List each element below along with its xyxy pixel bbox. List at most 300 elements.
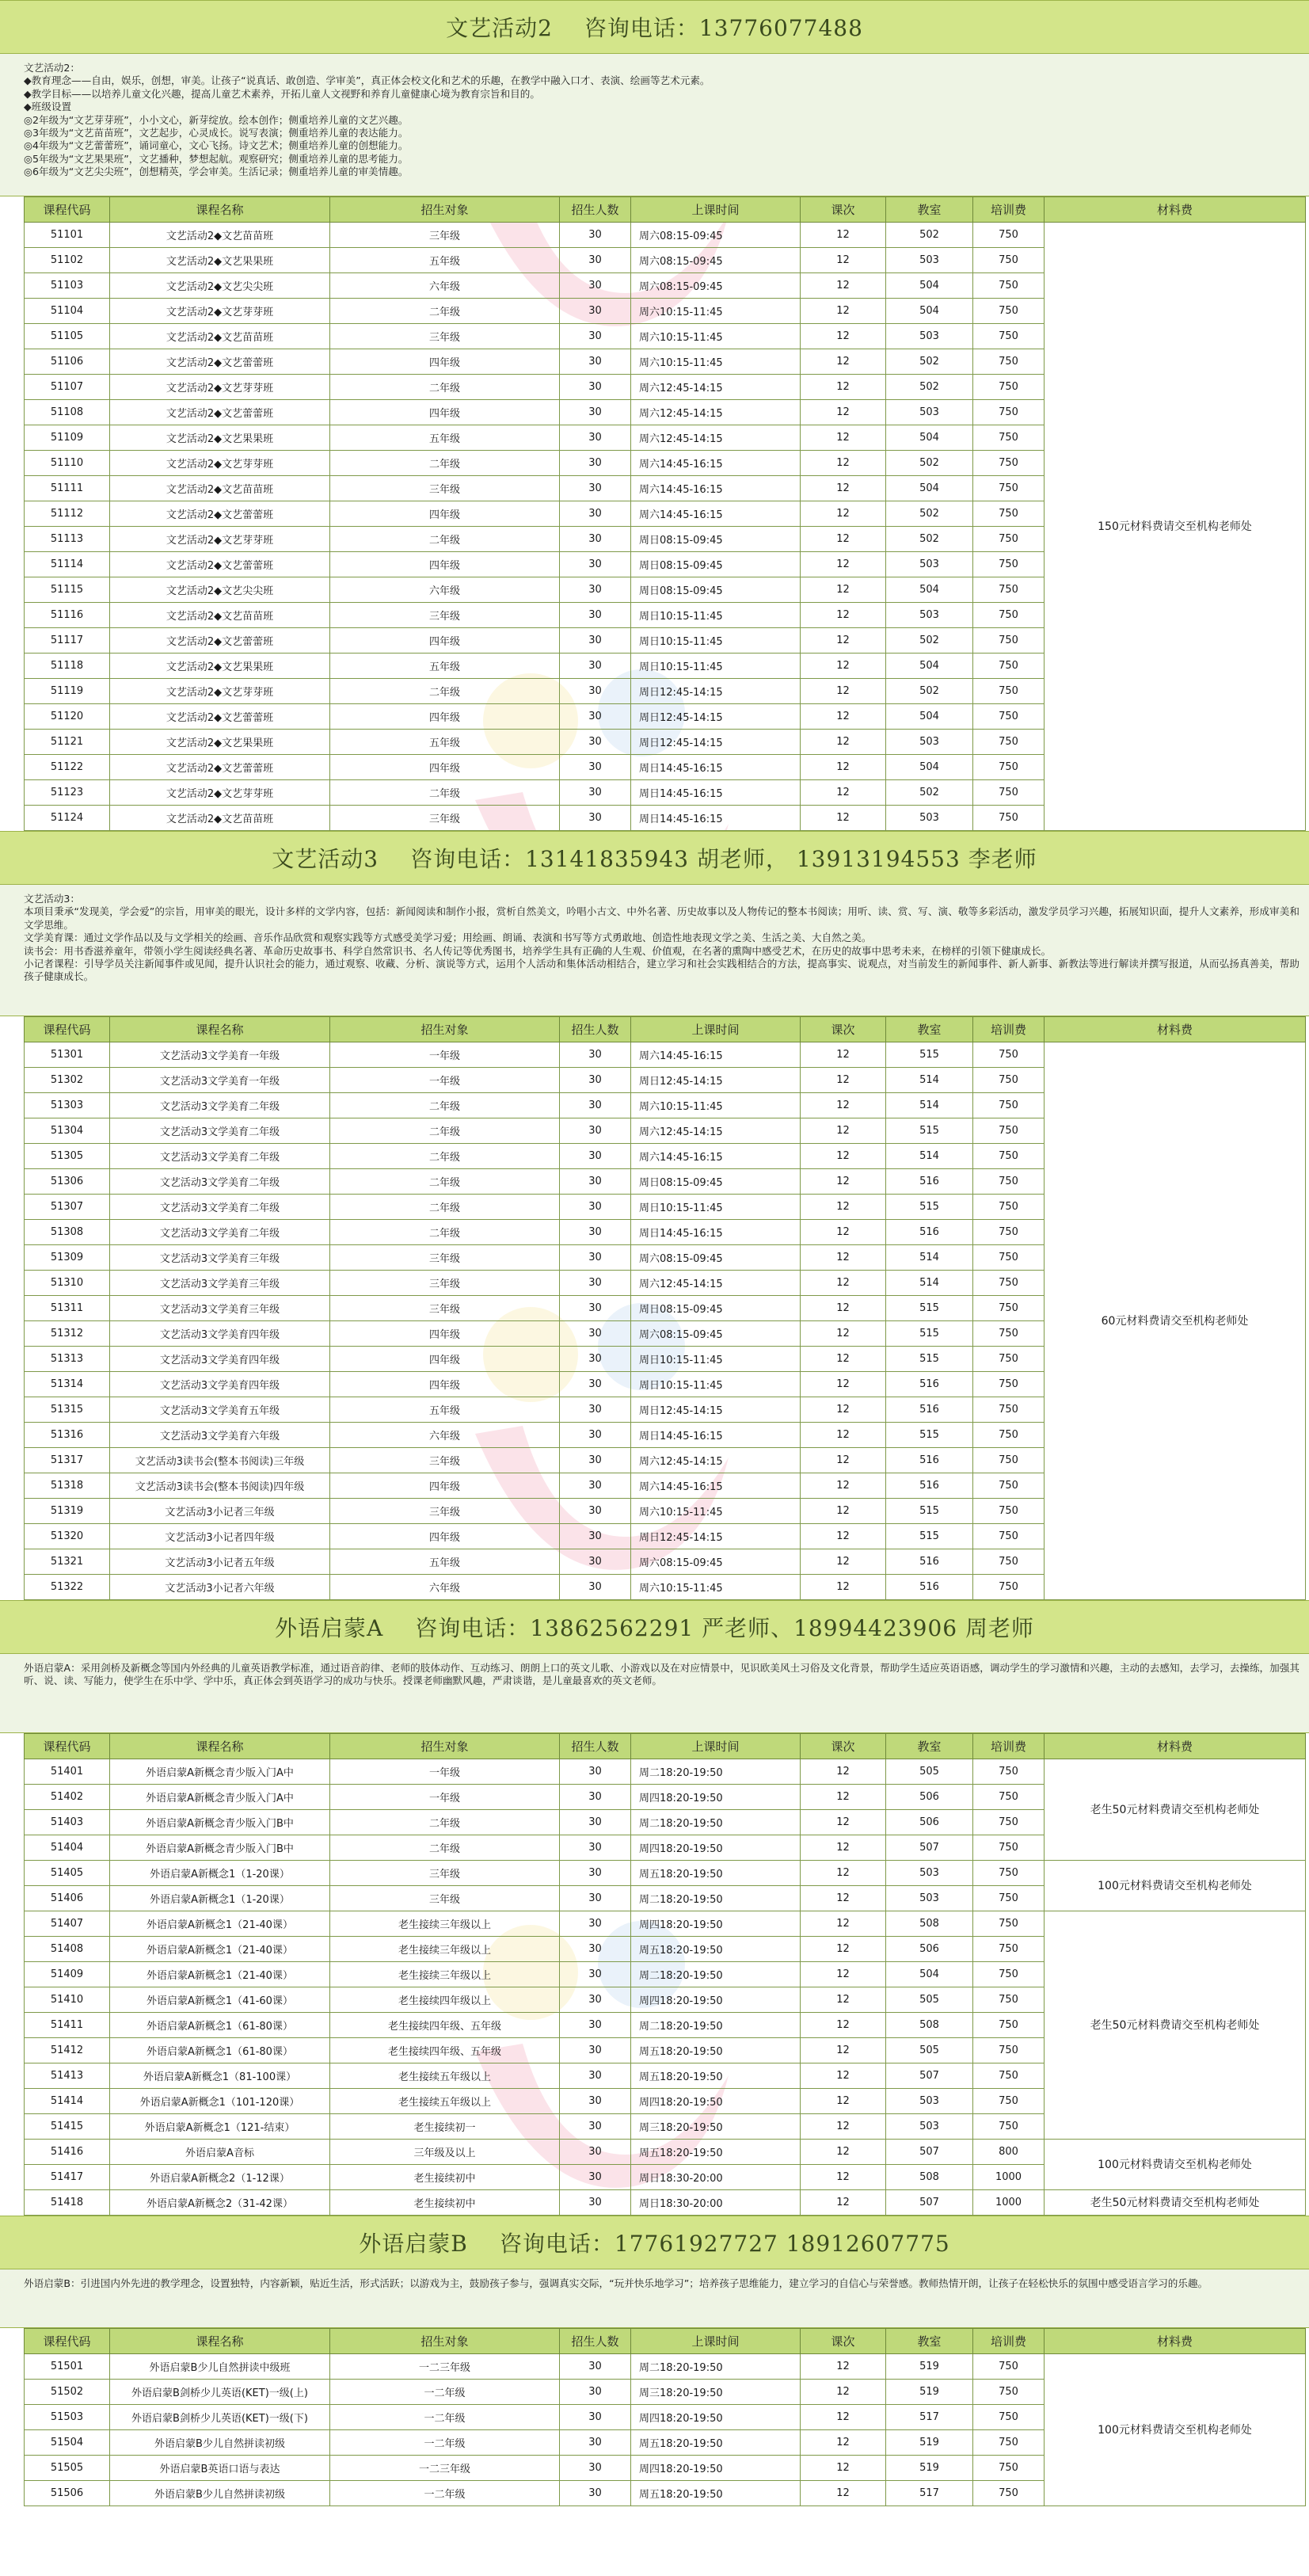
column-header: 教室 xyxy=(886,1017,973,1042)
target-grade: 老生接续四年级以上 xyxy=(330,1987,560,2013)
course-name: 外语启蒙A新概念1（61-80课） xyxy=(110,2013,330,2038)
target-grade: 二年级 xyxy=(330,375,560,400)
sessions: 12 xyxy=(801,704,886,730)
course-code: 51314 xyxy=(25,1372,110,1397)
classroom: 507 xyxy=(886,2063,973,2089)
section-title: 外语启蒙A xyxy=(275,1615,384,1641)
sessions: 12 xyxy=(801,1448,886,1473)
tuition: 750 xyxy=(973,1397,1045,1423)
sessions: 12 xyxy=(801,2038,886,2063)
course-code: 51303 xyxy=(25,1093,110,1118)
enrollment: 30 xyxy=(560,2089,631,2114)
course-code: 51110 xyxy=(25,451,110,476)
section-title: 文艺活动2 xyxy=(446,15,553,41)
enrollment: 30 xyxy=(560,1785,631,1810)
course-code: 51306 xyxy=(25,1169,110,1195)
tuition: 750 xyxy=(973,501,1045,527)
description-line: 读书会：用书香滋养童年，带领小学生阅读经典名著、革命历史故事书、科学自然常识书、名人传记等优秀图书，培养学生具有正确的人生观、价值观，在名著的熏陶中感受艺术，在历史的故事中思考未来，在榜样的引领下健康成长。 xyxy=(24,944,1052,957)
course-name: 外语启蒙A音标 xyxy=(110,2140,330,2165)
course-name: 文艺活动2◆文艺尖尖班 xyxy=(110,577,330,603)
classroom: 504 xyxy=(886,755,973,780)
sessions: 12 xyxy=(801,1524,886,1549)
class-time: 周日10:15-11:45 xyxy=(631,1195,801,1220)
course-code: 51302 xyxy=(25,1068,110,1093)
enrollment: 30 xyxy=(560,603,631,628)
course-name: 外语启蒙B英语口语与表达 xyxy=(110,2456,330,2481)
target-grade: 一二三年级 xyxy=(330,2456,560,2481)
course-name: 文艺活动2◆文艺苗苗班 xyxy=(110,806,330,831)
course-name: 文艺活动3文学美育三年级 xyxy=(110,1245,330,1271)
class-time: 周日12:45-14:15 xyxy=(631,1068,801,1093)
target-grade: 一二年级 xyxy=(330,2405,560,2430)
course-code: 51502 xyxy=(25,2380,110,2405)
class-time: 周日18:30-20:00 xyxy=(631,2165,801,2190)
course-code: 51411 xyxy=(25,2013,110,2038)
column-header: 招生人数 xyxy=(560,197,631,223)
course-name: 文艺活动2◆文艺芽芽班 xyxy=(110,451,330,476)
enrollment: 30 xyxy=(560,1911,631,1937)
column-header: 培训费 xyxy=(973,2329,1045,2354)
description-line: ◎6年级为“文艺尖尖班”，创想精英，学会审美。生活记录；侧重培养儿童的审美情趣。 xyxy=(24,166,409,178)
enrollment: 30 xyxy=(560,1886,631,1911)
target-grade: 五年级 xyxy=(330,1549,560,1575)
column-header: 教室 xyxy=(886,1734,973,1759)
course-code: 51105 xyxy=(25,324,110,349)
tuition: 1000 xyxy=(973,2165,1045,2190)
enrollment: 30 xyxy=(560,2354,631,2380)
enrollment: 30 xyxy=(560,1093,631,1118)
target-grade: 二年级 xyxy=(330,1835,560,1861)
material-fee: 100元材料费请交至机构老师处 xyxy=(1045,2140,1306,2190)
section-sA xyxy=(0,1600,1309,2216)
course-code: 51108 xyxy=(25,400,110,425)
sessions: 12 xyxy=(801,654,886,679)
sessions: 12 xyxy=(801,628,886,654)
sessions: 12 xyxy=(801,1144,886,1169)
tuition: 750 xyxy=(973,375,1045,400)
class-time: 周五18:20-19:50 xyxy=(631,1937,801,1962)
column-header: 课程代码 xyxy=(25,1017,110,1042)
sessions: 12 xyxy=(801,223,886,248)
course-code: 51119 xyxy=(25,679,110,704)
course-code: 51115 xyxy=(25,577,110,603)
column-header: 招生人数 xyxy=(560,1734,631,1759)
column-header: 课程代码 xyxy=(25,2329,110,2354)
enrollment: 30 xyxy=(560,755,631,780)
course-code: 51318 xyxy=(25,1473,110,1499)
course-code: 51412 xyxy=(25,2038,110,2063)
course-code: 51321 xyxy=(25,1549,110,1575)
classroom: 516 xyxy=(886,1220,973,1245)
enrollment: 30 xyxy=(560,1524,631,1549)
column-header: 上课时间 xyxy=(631,1734,801,1759)
section-title: 文艺活动3 xyxy=(272,846,379,872)
course-name: 文艺活动3文学美育四年级 xyxy=(110,1321,330,1347)
class-time: 周二18:20-19:50 xyxy=(631,1810,801,1835)
enrollment: 30 xyxy=(560,2190,631,2216)
course-name: 外语启蒙B少儿自然拼读初级 xyxy=(110,2481,330,2506)
tuition: 750 xyxy=(973,2456,1045,2481)
class-time: 周六10:15-11:45 xyxy=(631,1093,801,1118)
course-name: 外语启蒙B少儿自然拼读中级班 xyxy=(110,2354,330,2380)
class-time: 周六08:15-09:45 xyxy=(631,1549,801,1575)
description-line: 文艺活动3： xyxy=(24,893,80,905)
enrollment: 30 xyxy=(560,1296,631,1321)
sessions: 12 xyxy=(801,1195,886,1220)
sessions: 12 xyxy=(801,501,886,527)
classroom: 519 xyxy=(886,2354,973,2380)
course-name: 文艺活动2◆文艺果果班 xyxy=(110,425,330,451)
column-header: 招生对象 xyxy=(330,1017,560,1042)
course-code: 51417 xyxy=(25,2165,110,2190)
target-grade: 一二年级 xyxy=(330,2481,560,2506)
class-time: 周六12:45-14:15 xyxy=(631,425,801,451)
tuition: 1000 xyxy=(973,2190,1045,2216)
enrollment: 30 xyxy=(560,2140,631,2165)
tuition: 750 xyxy=(973,1423,1045,1448)
target-grade: 一年级 xyxy=(330,1759,560,1785)
enrollment: 30 xyxy=(560,1575,631,1600)
sessions: 12 xyxy=(801,1937,886,1962)
tuition: 750 xyxy=(973,1810,1045,1835)
tuition: 750 xyxy=(973,603,1045,628)
sessions: 12 xyxy=(801,2456,886,2481)
sessions: 12 xyxy=(801,2140,886,2165)
class-time: 周六08:15-09:45 xyxy=(631,248,801,273)
header-row xyxy=(25,2329,1306,2354)
course-name: 外语启蒙A新概念1（21-40课） xyxy=(110,1962,330,1987)
target-grade: 老生接续五年级以上 xyxy=(330,2063,560,2089)
column-header: 招生对象 xyxy=(330,1734,560,1759)
enrollment: 30 xyxy=(560,654,631,679)
course-code: 51319 xyxy=(25,1499,110,1524)
tuition: 750 xyxy=(973,780,1045,806)
table-row xyxy=(25,1759,1306,1785)
target-grade: 老生接续三年级以上 xyxy=(330,1911,560,1937)
classroom: 517 xyxy=(886,2405,973,2430)
description-line: 文学美育课：通过文学作品以及与文学相关的绘画、音乐作品欣赏和观察实践等方式感受美学习爱；用绘画、朗诵、表演和书写等方式勇敢地、创造性地表现文学之美、生活之美、大自然之美。 xyxy=(24,932,872,944)
course-code: 51121 xyxy=(25,730,110,755)
sessions: 12 xyxy=(801,1169,886,1195)
class-time: 周日08:15-09:45 xyxy=(631,527,801,552)
course-code: 51312 xyxy=(25,1321,110,1347)
course-code: 51104 xyxy=(25,299,110,324)
course-name: 文艺活动3文学美育二年级 xyxy=(110,1195,330,1220)
target-grade: 五年级 xyxy=(330,730,560,755)
target-grade: 四年级 xyxy=(330,755,560,780)
tuition: 750 xyxy=(973,1911,1045,1937)
course-code: 51409 xyxy=(25,1962,110,1987)
tuition: 750 xyxy=(973,1835,1045,1861)
class-time: 周日10:15-11:45 xyxy=(631,1347,801,1372)
tuition: 750 xyxy=(973,1169,1045,1195)
tuition: 750 xyxy=(973,1271,1045,1296)
sessions: 12 xyxy=(801,679,886,704)
description-line: ◆班级设置 xyxy=(24,101,72,113)
sessions: 12 xyxy=(801,1372,886,1397)
class-time: 周四18:20-19:50 xyxy=(631,1911,801,1937)
tuition: 750 xyxy=(973,451,1045,476)
tuition: 750 xyxy=(973,806,1045,831)
sessions: 12 xyxy=(801,248,886,273)
classroom: 515 xyxy=(886,1118,973,1144)
class-time: 周六12:45-14:15 xyxy=(631,1448,801,1473)
column-header: 课程代码 xyxy=(25,197,110,223)
section-description xyxy=(0,2269,1309,2328)
classroom: 515 xyxy=(886,1296,973,1321)
target-grade: 三年级 xyxy=(330,806,560,831)
section-banner xyxy=(0,1600,1309,1654)
target-grade: 一年级 xyxy=(330,1042,560,1068)
classroom: 504 xyxy=(886,1962,973,1987)
enrollment: 30 xyxy=(560,223,631,248)
course-code: 51305 xyxy=(25,1144,110,1169)
sessions: 12 xyxy=(801,1549,886,1575)
tuition: 750 xyxy=(973,273,1045,299)
course-name: 外语启蒙B剑桥少儿英语(KET)一级(上) xyxy=(110,2380,330,2405)
enrollment: 30 xyxy=(560,1271,631,1296)
tuition: 750 xyxy=(973,2405,1045,2430)
enrollment: 30 xyxy=(560,1321,631,1347)
class-time: 周六14:45-16:15 xyxy=(631,501,801,527)
class-time: 周六10:15-11:45 xyxy=(631,349,801,375)
course-code: 51505 xyxy=(25,2456,110,2481)
classroom: 514 xyxy=(886,1144,973,1169)
course-name: 文艺活动2◆文艺蕾蕾班 xyxy=(110,349,330,375)
classroom: 515 xyxy=(886,1524,973,1549)
course-code: 51103 xyxy=(25,273,110,299)
course-name: 文艺活动2◆文艺蕾蕾班 xyxy=(110,501,330,527)
enrollment: 30 xyxy=(560,400,631,425)
target-grade: 二年级 xyxy=(330,1195,560,1220)
target-grade: 二年级 xyxy=(330,527,560,552)
description-line: ◎2年级为“文艺芽芽班”，小小文心，新芽绽放。绘本创作；侧重培养儿童的文艺兴趣。 xyxy=(24,113,409,126)
course-name: 外语启蒙A新概念1（121-结束） xyxy=(110,2114,330,2140)
course-code: 51106 xyxy=(25,349,110,375)
sessions: 12 xyxy=(801,1987,886,2013)
classroom: 503 xyxy=(886,324,973,349)
target-grade: 三年级 xyxy=(330,1245,560,1271)
target-grade: 四年级 xyxy=(330,552,560,577)
enrollment: 30 xyxy=(560,248,631,273)
classroom: 503 xyxy=(886,248,973,273)
tuition: 750 xyxy=(973,755,1045,780)
enrollment: 30 xyxy=(560,527,631,552)
course-name: 外语启蒙A新概念1（61-80课） xyxy=(110,2038,330,2063)
classroom: 515 xyxy=(886,1499,973,1524)
course-name: 文艺活动2◆文艺蕾蕾班 xyxy=(110,552,330,577)
class-time: 周四18:20-19:50 xyxy=(631,1835,801,1861)
class-time: 周六14:45-16:15 xyxy=(631,476,801,501)
course-code: 51317 xyxy=(25,1448,110,1473)
table-header xyxy=(25,1017,1306,1042)
course-name: 文艺活动2◆文艺苗苗班 xyxy=(110,476,330,501)
header-row xyxy=(25,1017,1306,1042)
tuition: 750 xyxy=(973,679,1045,704)
enrollment: 30 xyxy=(560,349,631,375)
enrollment: 30 xyxy=(560,1448,631,1473)
enrollment: 30 xyxy=(560,299,631,324)
course-code: 51124 xyxy=(25,806,110,831)
course-code: 51320 xyxy=(25,1524,110,1549)
enrollment: 30 xyxy=(560,501,631,527)
course-code: 51123 xyxy=(25,780,110,806)
sessions: 12 xyxy=(801,1220,886,1245)
material-fee: 老生50元材料费请交至机构老师处 xyxy=(1045,1911,1306,2140)
course-code: 51111 xyxy=(25,476,110,501)
course-name: 文艺活动3读书会(整本书阅读)三年级 xyxy=(110,1448,330,1473)
table-row xyxy=(25,223,1306,248)
course-name: 外语启蒙B少儿自然拼读初级 xyxy=(110,2430,330,2456)
class-time: 周四18:20-19:50 xyxy=(631,2456,801,2481)
class-time: 周日08:15-09:45 xyxy=(631,1296,801,1321)
course-code: 51410 xyxy=(25,1987,110,2013)
target-grade: 老生接续四年级、五年级 xyxy=(330,2038,560,2063)
target-grade: 二年级 xyxy=(330,1118,560,1144)
table-header xyxy=(25,197,1306,223)
target-grade: 四年级 xyxy=(330,501,560,527)
classroom: 516 xyxy=(886,1169,973,1195)
classroom: 514 xyxy=(886,1245,973,1271)
target-grade: 六年级 xyxy=(330,577,560,603)
material-fee: 老生50元材料费请交至机构老师处 xyxy=(1045,2190,1306,2216)
tuition: 750 xyxy=(973,1499,1045,1524)
column-header: 上课时间 xyxy=(631,2329,801,2354)
material-fee: 100元材料费请交至机构老师处 xyxy=(1045,2354,1306,2506)
classroom: 514 xyxy=(886,1093,973,1118)
tuition: 750 xyxy=(973,1549,1045,1575)
sessions: 12 xyxy=(801,1397,886,1423)
target-grade: 四年级 xyxy=(330,704,560,730)
course-name: 外语启蒙A新概念1（101-120课） xyxy=(110,2089,330,2114)
target-grade: 四年级 xyxy=(330,628,560,654)
description-line: ◎5年级为“文艺果果班”，文艺播种，梦想起航。观察研究；侧重培养儿童的思考能力。 xyxy=(24,152,409,165)
target-grade: 四年级 xyxy=(330,1524,560,1549)
target-grade: 三年级 xyxy=(330,476,560,501)
course-code: 51118 xyxy=(25,654,110,679)
class-time: 周六08:15-09:45 xyxy=(631,1245,801,1271)
target-grade: 三年级 xyxy=(330,1271,560,1296)
enrollment: 30 xyxy=(560,1118,631,1144)
course-name: 文艺活动2◆文艺芽芽班 xyxy=(110,375,330,400)
column-header: 上课时间 xyxy=(631,197,801,223)
enrollment: 30 xyxy=(560,324,631,349)
table-row xyxy=(25,1911,1306,1937)
tuition: 750 xyxy=(973,1245,1045,1271)
course-code: 51403 xyxy=(25,1810,110,1835)
column-header: 材料费 xyxy=(1045,1734,1306,1759)
target-grade: 二年级 xyxy=(330,451,560,476)
tuition: 750 xyxy=(973,223,1045,248)
course-code: 51407 xyxy=(25,1911,110,1937)
class-time: 周日10:15-11:45 xyxy=(631,603,801,628)
description-line: 外语启蒙A：采用剑桥及新概念等国内外经典的儿童英语教学标准，通过语音韵律、老师的肢体动作、互动练习、朗朗上口的英文儿歌、小游戏以及在对应情景中，见识欧美风土习俗及文化背景，帮助学生适应英语语感，调动学生的学习激情和兴趣，主动的去感知，去学习，去操练，加强其听、说、读、写能力，使学生在乐中学、学中乐，真正体会到英语学习的成功与快乐。授课老师幽默风趣，严肃谈谐，是儿童最喜欢的英文老师。 xyxy=(24,1662,1299,1687)
course-code: 51414 xyxy=(25,2089,110,2114)
sessions: 12 xyxy=(801,577,886,603)
class-time: 周日12:45-14:15 xyxy=(631,1397,801,1423)
course-code: 51101 xyxy=(25,223,110,248)
classroom: 508 xyxy=(886,1911,973,1937)
course-name: 文艺活动3小记者六年级 xyxy=(110,1575,330,1600)
description-line: ◎4年级为“文艺蕾蕾班”，诵词童心，文心飞扬。诗文艺术；侧重培养儿童的创想能力。 xyxy=(24,139,409,152)
target-grade: 二年级 xyxy=(330,1144,560,1169)
target-grade: 二年级 xyxy=(330,679,560,704)
tuition: 750 xyxy=(973,1093,1045,1118)
tuition: 750 xyxy=(973,349,1045,375)
course-name: 文艺活动2◆文艺芽芽班 xyxy=(110,679,330,704)
course-name: 外语启蒙A新概念青少版入门B中 xyxy=(110,1810,330,1835)
course-name: 文艺活动3文学美育三年级 xyxy=(110,1271,330,1296)
target-grade: 三年级 xyxy=(330,1448,560,1473)
course-code: 51307 xyxy=(25,1195,110,1220)
tuition: 750 xyxy=(973,1372,1045,1397)
target-grade: 老生接续三年级以上 xyxy=(330,1937,560,1962)
sessions: 12 xyxy=(801,780,886,806)
enrollment: 30 xyxy=(560,2405,631,2430)
enrollment: 30 xyxy=(560,1962,631,1987)
class-time: 周日14:45-16:15 xyxy=(631,755,801,780)
tuition: 750 xyxy=(973,1524,1045,1549)
class-time: 周六08:15-09:45 xyxy=(631,1321,801,1347)
sessions: 12 xyxy=(801,2089,886,2114)
course-code: 51401 xyxy=(25,1759,110,1785)
description-line: 小记者课程：引导学员关注新闻事件或见闻，提升认识社会的能力，通过观察、收藏、分析、演说等方式，运用个人活动和集体活动相结合，建立学习和社会实践相结合的方法，提高事实、说观点，对当前发生的新闻事件、新人新事、新教法等进行解读并撰写报道，从而弘扬真善美，帮助孩子健康成长。 xyxy=(24,958,1299,983)
classroom: 515 xyxy=(886,1042,973,1068)
class-time: 周三18:20-19:50 xyxy=(631,2380,801,2405)
description-line: ◎3年级为“文艺苗苗班”，文艺起步，心灵成长。说写表演；侧重培养儿童的表达能力。 xyxy=(24,127,409,139)
sessions: 12 xyxy=(801,324,886,349)
column-header: 培训费 xyxy=(973,1734,1045,1759)
course-name: 文艺活动3读书会(整本书阅读)四年级 xyxy=(110,1473,330,1499)
enrollment: 30 xyxy=(560,679,631,704)
course-name: 外语启蒙A新概念青少版入门A中 xyxy=(110,1759,330,1785)
course-code: 51506 xyxy=(25,2481,110,2506)
classroom: 504 xyxy=(886,654,973,679)
classroom: 516 xyxy=(886,1397,973,1423)
description-line: 外语启蒙B：引进国内外先进的教学理念，设置独特，内容新颖，贴近生活，形式活跃；以游戏为主，鼓励孩子参与，强调真实交际，“玩并快乐地学习”；培养孩子思维能力，建立学习的自信心与荣誉感。教师热情开朗，让孩子在轻松快乐的氛围中感受语言学习的乐趣。 xyxy=(24,2277,1208,2289)
enrollment: 30 xyxy=(560,806,631,831)
tuition: 750 xyxy=(973,2114,1045,2140)
course-name: 文艺活动3文学美育三年级 xyxy=(110,1296,330,1321)
class-time: 周二18:20-19:50 xyxy=(631,1759,801,1785)
material-fee: 150元材料费请交至机构老师处 xyxy=(1045,223,1306,831)
tuition: 750 xyxy=(973,299,1045,324)
course-name: 文艺活动2◆文艺芽芽班 xyxy=(110,780,330,806)
classroom: 502 xyxy=(886,223,973,248)
class-time: 周六12:45-14:15 xyxy=(631,1271,801,1296)
classroom: 514 xyxy=(886,1068,973,1093)
class-time: 周五18:20-19:50 xyxy=(631,2481,801,2506)
target-grade: 三年级 xyxy=(330,1499,560,1524)
enrollment: 30 xyxy=(560,704,631,730)
classroom: 505 xyxy=(886,1759,973,1785)
enrollment: 30 xyxy=(560,1220,631,1245)
section-description xyxy=(0,1654,1309,1733)
course-code: 51316 xyxy=(25,1423,110,1448)
column-header: 材料费 xyxy=(1045,1017,1306,1042)
class-time: 周日12:45-14:15 xyxy=(631,1524,801,1549)
course-name: 文艺活动3文学美育二年级 xyxy=(110,1144,330,1169)
classroom: 504 xyxy=(886,704,973,730)
sessions: 12 xyxy=(801,273,886,299)
sessions: 12 xyxy=(801,2190,886,2216)
tuition: 750 xyxy=(973,1448,1045,1473)
class-time: 周二18:20-19:50 xyxy=(631,1962,801,1987)
classroom: 502 xyxy=(886,375,973,400)
enrollment: 30 xyxy=(560,2038,631,2063)
class-time: 周六08:15-09:45 xyxy=(631,223,801,248)
target-grade: 五年级 xyxy=(330,248,560,273)
